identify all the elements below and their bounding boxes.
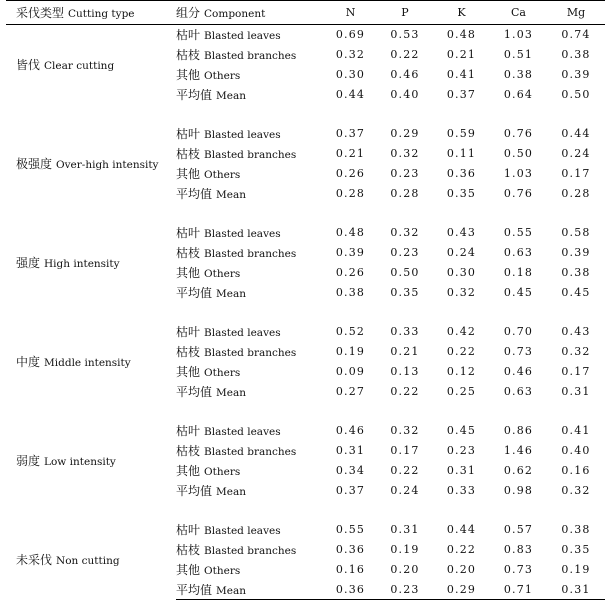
table-body bbox=[6, 25, 605, 600]
k-value-cell: 0.36 bbox=[446, 166, 477, 180]
component-en: Blasted leaves bbox=[204, 525, 281, 538]
p-value-cell: 0.13 bbox=[390, 364, 420, 378]
component-cell bbox=[176, 441, 324, 461]
ca-value-cell: 1.03 bbox=[503, 166, 534, 180]
p-value-cell: 0.23 bbox=[390, 166, 420, 180]
ca-value-cell: 0.70 bbox=[503, 325, 534, 339]
k-value-cell: 0.44 bbox=[446, 523, 477, 537]
cutting-type-en: Middle intensity bbox=[44, 357, 131, 370]
p-value-cell: 0.20 bbox=[390, 562, 420, 576]
n-value-cell: 0.46 bbox=[335, 424, 366, 438]
group-spacer-cell bbox=[6, 203, 605, 223]
cutting-type-en: Over-high intensity bbox=[56, 159, 159, 172]
k-value-cell: 0.11 bbox=[446, 147, 477, 161]
group-spacer-row bbox=[6, 302, 605, 322]
k-value-cell: 0.20 bbox=[446, 562, 477, 576]
component-en: Others bbox=[204, 267, 241, 280]
component-cell bbox=[176, 421, 324, 441]
component-en: Others bbox=[204, 366, 241, 379]
n-value-cell: 0.28 bbox=[335, 186, 366, 200]
component-en: Blasted branches bbox=[204, 248, 297, 261]
k-value-cell: 0.37 bbox=[446, 87, 477, 101]
ca-value-cell: 0.46 bbox=[503, 364, 534, 378]
p-value-cell: 0.22 bbox=[390, 463, 420, 477]
p-value-cell: 0.32 bbox=[390, 226, 420, 240]
cutting-type-zh: 弱度 bbox=[16, 454, 41, 469]
k-value-cell: 0.43 bbox=[446, 226, 477, 240]
mg-value-cell: 0.43 bbox=[561, 325, 591, 339]
k-value-cell: 0.22 bbox=[446, 345, 477, 359]
component-en: Blasted branches bbox=[204, 149, 297, 162]
n-value-cell: 0.55 bbox=[335, 523, 366, 537]
table-row bbox=[6, 322, 605, 342]
p-value-cell: 0.21 bbox=[390, 345, 420, 359]
group-spacer-cell bbox=[6, 104, 605, 124]
k-value-cell: 0.48 bbox=[446, 28, 477, 42]
ca-value-cell: 0.51 bbox=[503, 48, 534, 62]
mg-value-cell: 0.74 bbox=[561, 28, 591, 42]
n-value-cell: 0.36 bbox=[324, 579, 377, 599]
cutting-type-en: Low intensity bbox=[44, 456, 116, 469]
component-zh: 枯枝 bbox=[176, 147, 201, 162]
mg-value-cell: 0.17 bbox=[561, 364, 591, 378]
cutting-type-zh: 未采伐 bbox=[16, 553, 53, 568]
component-en: Others bbox=[204, 465, 241, 478]
component-cell bbox=[176, 322, 324, 342]
n-value-cell: 0.37 bbox=[335, 127, 366, 141]
ca-value-cell: 0.45 bbox=[503, 285, 534, 299]
mg-value-cell: 0.19 bbox=[561, 562, 591, 576]
mg-value-cell: 0.58 bbox=[561, 226, 591, 240]
table-row bbox=[6, 124, 605, 144]
component-cell bbox=[176, 144, 324, 164]
table-row bbox=[6, 25, 605, 45]
component-en: Mean bbox=[216, 287, 247, 300]
n-value-cell: 0.37 bbox=[335, 483, 366, 497]
component-zh: 枯叶 bbox=[176, 523, 201, 538]
group-spacer-cell bbox=[6, 302, 605, 322]
k-value-cell: 0.45 bbox=[446, 424, 477, 438]
mg-value-cell: 0.41 bbox=[561, 424, 591, 438]
n-value-cell: 0.44 bbox=[335, 87, 366, 101]
component-zh: 其他 bbox=[176, 364, 201, 379]
n-value-cell: 0.30 bbox=[335, 67, 366, 81]
ca-value-cell: 1.46 bbox=[503, 444, 534, 458]
p-value-cell: 0.22 bbox=[390, 384, 420, 398]
component-cell bbox=[176, 520, 324, 540]
component-en: Blasted leaves bbox=[204, 129, 281, 142]
n-value-cell: 0.36 bbox=[335, 543, 366, 557]
component-cell bbox=[176, 243, 324, 263]
ca-value-cell: 0.83 bbox=[503, 543, 534, 557]
header-p: P bbox=[377, 1, 433, 25]
group-spacer-row bbox=[6, 104, 605, 124]
component-cell bbox=[176, 282, 324, 302]
ca-value-cell: 0.98 bbox=[503, 483, 534, 497]
ca-value-cell: 0.57 bbox=[503, 523, 534, 537]
group-spacer-row bbox=[6, 203, 605, 223]
ca-value-cell: 0.50 bbox=[503, 147, 534, 161]
mg-value-cell: 0.16 bbox=[561, 463, 591, 477]
cutting-type-zh: 中度 bbox=[16, 355, 41, 370]
header-n: N bbox=[324, 1, 377, 25]
p-value-cell: 0.29 bbox=[390, 127, 420, 141]
ca-value-cell: 0.73 bbox=[503, 562, 534, 576]
ca-value-cell: 0.73 bbox=[503, 345, 534, 359]
cutting-type-zh: 皆伐 bbox=[16, 58, 41, 73]
mg-value-cell: 0.38 bbox=[561, 265, 591, 279]
component-zh: 平均值 bbox=[176, 285, 213, 300]
component-zh: 枯叶 bbox=[176, 127, 201, 142]
cutting-type-en: Clear cutting bbox=[44, 60, 115, 73]
ca-value-cell: 0.76 bbox=[503, 186, 534, 200]
component-cell bbox=[176, 362, 324, 382]
component-cell bbox=[176, 65, 324, 85]
component-zh: 枯叶 bbox=[176, 424, 201, 439]
table-row bbox=[6, 223, 605, 243]
n-value-cell: 0.39 bbox=[335, 246, 366, 260]
k-value-cell: 0.59 bbox=[446, 127, 477, 141]
component-en: Mean bbox=[216, 386, 247, 399]
ca-value-cell: 0.63 bbox=[503, 384, 534, 398]
component-zh: 枯枝 bbox=[176, 246, 201, 261]
ca-value-cell: 0.76 bbox=[503, 127, 534, 141]
n-value-cell: 0.26 bbox=[335, 265, 366, 279]
component-cell bbox=[176, 381, 324, 401]
k-value-cell: 0.24 bbox=[446, 246, 477, 260]
component-en: Mean bbox=[216, 89, 247, 102]
component-cell bbox=[176, 25, 324, 45]
cutting-type-cell bbox=[6, 25, 176, 105]
k-value-cell: 0.35 bbox=[446, 186, 477, 200]
k-value-cell: 0.21 bbox=[446, 48, 477, 62]
component-cell bbox=[176, 223, 324, 243]
p-value-cell: 0.33 bbox=[390, 325, 420, 339]
cutting-type-cell bbox=[6, 322, 176, 401]
p-value-cell: 0.40 bbox=[390, 87, 420, 101]
mg-value-cell: 0.17 bbox=[561, 166, 591, 180]
n-value-cell: 0.21 bbox=[335, 147, 366, 161]
component-en: Blasted leaves bbox=[204, 228, 281, 241]
ca-value-cell: 0.64 bbox=[503, 87, 534, 101]
component-cell bbox=[176, 45, 324, 65]
mg-value-cell: 0.32 bbox=[561, 483, 591, 497]
n-value-cell: 0.38 bbox=[335, 285, 366, 299]
component-cell bbox=[176, 124, 324, 144]
component-cell bbox=[176, 579, 324, 599]
header-mg: Mg bbox=[547, 1, 605, 25]
p-value-cell: 0.53 bbox=[390, 28, 420, 42]
p-value-cell: 0.32 bbox=[390, 424, 420, 438]
cutting-type-en: Non cutting bbox=[56, 555, 120, 568]
mg-value-cell: 0.44 bbox=[561, 127, 591, 141]
p-value-cell: 0.50 bbox=[390, 265, 420, 279]
p-value-cell: 0.22 bbox=[390, 48, 420, 62]
component-en: Blasted leaves bbox=[204, 327, 281, 340]
p-value-cell: 0.46 bbox=[390, 67, 420, 81]
ca-value-cell: 0.63 bbox=[503, 246, 534, 260]
mg-value-cell: 0.50 bbox=[561, 87, 591, 101]
mg-value-cell: 0.39 bbox=[561, 67, 591, 81]
nutrient-content-table bbox=[6, 0, 605, 600]
component-zh: 其他 bbox=[176, 562, 201, 577]
component-zh: 其他 bbox=[176, 166, 201, 181]
header-k: K bbox=[433, 1, 490, 25]
n-value-cell: 0.26 bbox=[335, 166, 366, 180]
component-cell bbox=[176, 480, 324, 500]
mg-value-cell: 0.40 bbox=[561, 444, 591, 458]
table-row bbox=[6, 421, 605, 441]
p-value-cell: 0.19 bbox=[390, 543, 420, 557]
component-cell bbox=[176, 560, 324, 580]
component-en: Blasted branches bbox=[204, 545, 297, 558]
component-en: Blasted branches bbox=[204, 347, 297, 360]
mg-value-cell: 0.38 bbox=[561, 48, 591, 62]
p-value-cell: 0.35 bbox=[390, 285, 420, 299]
ca-value-cell: 0.71 bbox=[490, 579, 547, 599]
component-zh: 其他 bbox=[176, 67, 201, 82]
k-value-cell: 0.31 bbox=[446, 463, 477, 477]
cutting-type-cell bbox=[6, 223, 176, 302]
component-cell bbox=[176, 183, 324, 203]
n-value-cell: 0.09 bbox=[335, 364, 366, 378]
component-en: Blasted branches bbox=[204, 50, 297, 63]
cutting-type-zh: 强度 bbox=[16, 256, 41, 271]
component-zh: 平均值 bbox=[176, 384, 213, 399]
n-value-cell: 0.69 bbox=[335, 28, 366, 42]
ca-value-cell: 0.55 bbox=[503, 226, 534, 240]
k-value-cell: 0.33 bbox=[446, 483, 477, 497]
table-row bbox=[6, 520, 605, 540]
n-value-cell: 0.31 bbox=[335, 444, 366, 458]
n-value-cell: 0.27 bbox=[335, 384, 366, 398]
component-en: Blasted branches bbox=[204, 446, 297, 459]
n-value-cell: 0.16 bbox=[335, 562, 366, 576]
component-en: Others bbox=[204, 564, 241, 577]
component-cell bbox=[176, 164, 324, 184]
k-value-cell: 0.42 bbox=[446, 325, 477, 339]
ca-value-cell: 0.62 bbox=[503, 463, 534, 477]
p-value-cell: 0.31 bbox=[390, 523, 420, 537]
component-cell bbox=[176, 461, 324, 481]
component-en: Mean bbox=[216, 485, 247, 498]
component-zh: 枯枝 bbox=[176, 543, 201, 558]
k-value-cell: 0.41 bbox=[446, 67, 477, 81]
component-zh: 平均值 bbox=[176, 483, 213, 498]
cutting-type-cell bbox=[6, 124, 176, 203]
k-value-cell: 0.25 bbox=[446, 384, 477, 398]
component-cell bbox=[176, 342, 324, 362]
component-cell bbox=[176, 540, 324, 560]
component-en: Blasted leaves bbox=[204, 426, 281, 439]
component-zh: 其他 bbox=[176, 265, 201, 280]
group-spacer-row bbox=[6, 401, 605, 421]
cutting-type-en: High intensity bbox=[44, 258, 120, 271]
group-spacer-row bbox=[6, 500, 605, 520]
header-row bbox=[6, 1, 605, 25]
k-value-cell: 0.30 bbox=[446, 265, 477, 279]
component-zh: 其他 bbox=[176, 463, 201, 478]
mg-value-cell: 0.28 bbox=[561, 186, 591, 200]
mg-value-cell: 0.31 bbox=[547, 579, 605, 599]
p-value-cell: 0.23 bbox=[377, 579, 433, 599]
component-zh: 枯叶 bbox=[176, 325, 201, 340]
ca-value-cell: 1.03 bbox=[503, 28, 534, 42]
header-cutting-type-en: Cutting type bbox=[68, 8, 135, 20]
p-value-cell: 0.32 bbox=[390, 147, 420, 161]
n-value-cell: 0.52 bbox=[335, 325, 366, 339]
component-zh: 枯枝 bbox=[176, 48, 201, 63]
mg-value-cell: 0.35 bbox=[561, 543, 591, 557]
component-zh: 平均值 bbox=[176, 582, 213, 597]
component-en: Others bbox=[204, 69, 241, 82]
ca-value-cell: 0.18 bbox=[503, 265, 534, 279]
group-spacer-cell bbox=[6, 500, 605, 520]
component-zh: 平均值 bbox=[176, 87, 213, 102]
header-cutting-type bbox=[6, 1, 176, 25]
component-zh: 枯叶 bbox=[176, 226, 201, 241]
ca-value-cell: 0.86 bbox=[503, 424, 534, 438]
header-ca: Ca bbox=[490, 1, 547, 25]
component-en: Mean bbox=[216, 584, 247, 597]
n-value-cell: 0.48 bbox=[335, 226, 366, 240]
header-component-en: Component bbox=[204, 8, 266, 20]
header-cutting-type-zh: 采伐类型 bbox=[16, 6, 65, 20]
mg-value-cell: 0.31 bbox=[561, 384, 591, 398]
mg-value-cell: 0.24 bbox=[561, 147, 591, 161]
component-zh: 枯枝 bbox=[176, 444, 201, 459]
k-value-cell: 0.23 bbox=[446, 444, 477, 458]
k-value-cell: 0.29 bbox=[433, 579, 490, 599]
mg-value-cell: 0.38 bbox=[561, 523, 591, 537]
component-cell bbox=[176, 84, 324, 104]
mg-value-cell: 0.39 bbox=[561, 246, 591, 260]
cutting-type-zh: 极强度 bbox=[16, 157, 53, 172]
mg-value-cell: 0.45 bbox=[561, 285, 591, 299]
n-value-cell: 0.34 bbox=[335, 463, 366, 477]
ca-value-cell: 0.38 bbox=[503, 67, 534, 81]
n-value-cell: 0.32 bbox=[335, 48, 366, 62]
k-value-cell: 0.32 bbox=[446, 285, 477, 299]
k-value-cell: 0.22 bbox=[446, 543, 477, 557]
component-zh: 枯枝 bbox=[176, 345, 201, 360]
p-value-cell: 0.17 bbox=[390, 444, 420, 458]
mg-value-cell: 0.32 bbox=[561, 345, 591, 359]
group-spacer-cell bbox=[6, 401, 605, 421]
n-value-cell: 0.19 bbox=[335, 345, 366, 359]
component-zh: 平均值 bbox=[176, 186, 213, 201]
component-cell bbox=[176, 263, 324, 283]
component-en: Blasted leaves bbox=[204, 30, 281, 43]
header-component-zh: 组分 bbox=[176, 6, 201, 20]
p-value-cell: 0.28 bbox=[390, 186, 420, 200]
component-en: Others bbox=[204, 168, 241, 181]
cutting-type-cell bbox=[6, 421, 176, 500]
k-value-cell: 0.12 bbox=[446, 364, 477, 378]
p-value-cell: 0.23 bbox=[390, 246, 420, 260]
cutting-type-cell bbox=[6, 520, 176, 600]
header-component bbox=[176, 1, 324, 25]
component-zh: 枯叶 bbox=[176, 28, 201, 43]
p-value-cell: 0.24 bbox=[390, 483, 420, 497]
table-header bbox=[6, 1, 605, 25]
component-en: Mean bbox=[216, 188, 247, 201]
